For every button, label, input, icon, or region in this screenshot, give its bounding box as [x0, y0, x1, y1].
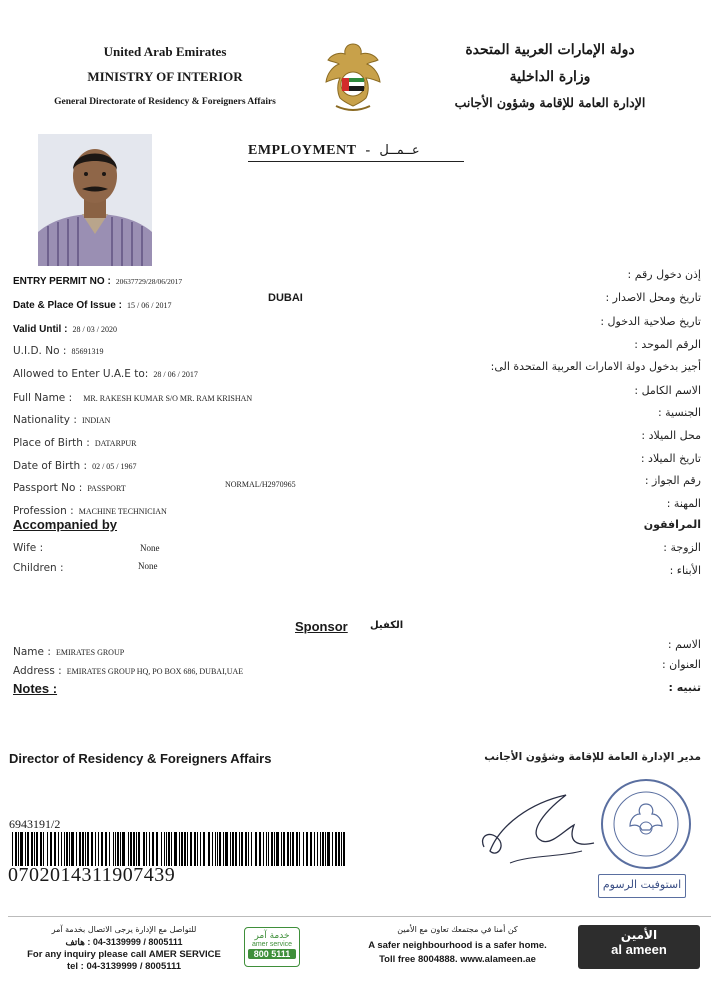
- barcode-number: 0702014311907439: [8, 864, 176, 886]
- barcode-bar: [34, 832, 35, 866]
- barcode-bar: [296, 832, 298, 866]
- uid-value: 85691319: [71, 347, 104, 356]
- barcode-bar: [335, 832, 337, 866]
- barcode-bar: [274, 832, 275, 866]
- barcode-bar: [208, 832, 210, 866]
- sponsor-address-label: Address :: [13, 665, 62, 677]
- footer-mid-en-line2: Toll free 8004888. www.alameen.ae: [379, 954, 536, 965]
- barcode-bar: [66, 832, 68, 866]
- barcode-bar: [76, 832, 77, 866]
- barcode-bar: [27, 832, 29, 866]
- amer-logo-en: amer service: [251, 941, 293, 948]
- wife-label: Wife :: [13, 542, 44, 554]
- date-of-birth-label: Date of Birth :: [13, 460, 87, 472]
- notes-label: Notes :: [13, 681, 58, 696]
- barcode-bar: [248, 832, 249, 866]
- valid-until-value: 28 / 03 / 2020: [72, 325, 117, 334]
- barcode-bar: [317, 832, 318, 866]
- barcode-bar: [31, 832, 33, 866]
- footer-left-en-line2: tel : 04-3139999 / 8005111: [66, 961, 182, 972]
- alameen-logo-en: al ameen: [611, 942, 667, 957]
- barcode-bar: [115, 832, 116, 866]
- footer-divider: [8, 916, 711, 917]
- barcode: [10, 832, 348, 866]
- fees-paid-stamp: استوفيت الرسوم: [598, 874, 686, 898]
- barcode-bar: [271, 832, 273, 866]
- place-of-birth-label: Place of Birth :: [13, 437, 90, 449]
- barcode-bar: [181, 832, 183, 866]
- barcode-bar: [194, 832, 196, 866]
- document-title: EMPLOYMENT: [248, 143, 357, 158]
- issue-row: [13, 293, 171, 312]
- barcode-bar: [212, 832, 213, 866]
- amer-logo-ar: خدمة آمر: [254, 931, 290, 941]
- ministry-seal-stamp: [600, 778, 692, 870]
- barcode-bar: [174, 832, 177, 866]
- barcode-bar: [130, 832, 132, 866]
- barcode-bar: [303, 832, 304, 866]
- barcode-bar: [168, 832, 170, 866]
- date-of-birth-row: [13, 454, 137, 473]
- barcode-bar: [152, 832, 154, 866]
- amer-logo-number: 800 5111: [248, 949, 296, 959]
- footer-mid-ar: كن أمنا في مجتمعك تعاون مع الأمين: [397, 925, 518, 934]
- place-of-birth-label-ar: محل الميلاد :: [641, 429, 701, 442]
- allowed-value: 28 / 06 / 2017: [153, 370, 198, 379]
- director-signature: [470, 785, 610, 875]
- barcode-bar: [343, 832, 345, 866]
- barcode-bar: [50, 832, 52, 866]
- barcode-bar: [290, 832, 291, 866]
- barcode-bar: [190, 832, 192, 866]
- children-label-ar: الأبناء :: [669, 564, 701, 577]
- barcode-bar: [230, 832, 231, 866]
- passport-label-ar: رقم الجواز :: [644, 474, 701, 487]
- allowed-label-ar: أجيز بدخول دولة الامارات العربية المتحدة الى:: [490, 360, 701, 373]
- full-name-label-ar: الاسم الكامل :: [634, 384, 701, 397]
- uid-label: U.I.D. No :: [13, 345, 67, 357]
- sponsor-name-label: Name :: [13, 646, 51, 658]
- barcode-bar: [217, 832, 218, 866]
- barcode-bar: [219, 832, 221, 866]
- barcode-bar: [20, 832, 23, 866]
- nationality-label-ar: الجنسية :: [657, 406, 701, 419]
- header-ar-directorate: الإدارة العامة للإقامة وشؤون الأجانب: [454, 95, 646, 110]
- barcode-bar: [71, 832, 74, 866]
- valid-until-label: Valid Until :: [13, 324, 68, 335]
- barcode-bar: [223, 832, 224, 866]
- allowed-row: [13, 362, 198, 381]
- barcode-bar: [136, 832, 137, 866]
- wife-label-ar: الزوجة :: [663, 541, 701, 554]
- barcode-bar: [15, 832, 17, 866]
- barcode-bar: [299, 832, 300, 866]
- barcode-bar: [197, 832, 198, 866]
- footer-mid-en-line1: A safer neighbourhood is a safer home.: [368, 940, 547, 951]
- accompanied-heading: Accompanied by: [13, 517, 118, 532]
- barcode-bar: [283, 832, 285, 866]
- barcode-bar: [109, 832, 110, 866]
- barcode-bar: [320, 832, 321, 866]
- barcode-bar: [58, 832, 59, 866]
- full-name-row: [13, 386, 252, 405]
- wife-value: None: [140, 543, 160, 553]
- footer-left-en-line1: For any inquiry please call AMER SERVICE: [27, 949, 221, 960]
- accompanied-heading-ar: المرافقون: [643, 518, 701, 531]
- barcode-bar: [259, 832, 261, 866]
- barcode-bar: [276, 832, 279, 866]
- allowed-label: Allowed to Enter U.A.E to:: [13, 368, 149, 380]
- barcode-bar: [325, 832, 326, 866]
- barcode-bar: [327, 832, 330, 866]
- sponsor-heading: Sponsor: [295, 619, 348, 634]
- barcode-bar: [25, 832, 26, 866]
- barcode-bar: [179, 832, 180, 866]
- barcode-bar: [85, 832, 86, 866]
- notes-label-ar: تنبيه :: [668, 681, 701, 694]
- barcode-bar: [54, 832, 56, 866]
- entry-permit-label-ar: إذن دخول رقم :: [627, 268, 701, 281]
- barcode-bar: [91, 832, 93, 866]
- uid-row: [13, 339, 103, 358]
- date-of-birth-value: 02 / 05 / 1967: [92, 462, 137, 471]
- sponsor-name-label-ar: الاسم :: [667, 638, 701, 651]
- barcode-bar: [18, 832, 19, 866]
- barcode-bar: [322, 832, 324, 866]
- full-name-value: MR. RAKESH KUMAR S/O MR. RAM KRISHAN: [83, 394, 253, 403]
- barcode-bar: [98, 832, 99, 866]
- entry-permit-row: [13, 269, 182, 288]
- barcode-bar: [143, 832, 145, 866]
- sponsor-name-row: [13, 640, 124, 659]
- barcode-bar: [235, 832, 237, 866]
- header-en-ministry: MINISTRY OF INTERIOR: [87, 69, 243, 84]
- barcode-bar: [332, 832, 333, 866]
- barcode-bar: [225, 832, 228, 866]
- children-label: Children :: [13, 562, 64, 574]
- barcode-bar: [200, 832, 201, 866]
- barcode-bar: [239, 832, 240, 866]
- alameen-logo-ar: الأمين: [620, 928, 658, 942]
- barcode-bar: [166, 832, 167, 866]
- place-of-birth-value: DATARPUR: [94, 439, 137, 448]
- date-of-birth-label-ar: تاريخ الميلاد :: [640, 452, 701, 465]
- barcode-bar: [341, 832, 342, 866]
- entry-permit-value: 20637729/28/06/2017: [115, 277, 183, 286]
- sponsor-heading-ar: الكفيل: [370, 620, 404, 631]
- barcode-bar: [266, 832, 267, 866]
- barcode-bar: [306, 832, 308, 866]
- header-ar-country: دولة الإمارات العربية المتحدة: [465, 42, 635, 58]
- barcode-bar: [61, 832, 62, 866]
- barcode-bar: [287, 832, 289, 866]
- barcode-bar: [255, 832, 257, 866]
- barcode-bar: [122, 832, 125, 866]
- header-en-directorate: General Directorate of Residency & Foreigners Affairs: [54, 97, 276, 107]
- uae-emblem-icon: [322, 40, 384, 116]
- barcode-bar: [171, 832, 172, 866]
- passport-label: Passport No :: [13, 482, 83, 494]
- profession-row: [13, 499, 167, 518]
- document-title-row: [248, 139, 464, 162]
- uid-label-ar: الرقم الموحد :: [634, 338, 701, 351]
- barcode-bar: [164, 832, 165, 866]
- entry-permit-label: ENTRY PERMIT NO :: [13, 276, 111, 287]
- sponsor-address-label-ar: العنوان :: [661, 658, 701, 671]
- barcode-bar: [120, 832, 121, 866]
- barcode-bar: [82, 832, 84, 866]
- holder-photo: [38, 134, 152, 266]
- sponsor-address-row: [13, 659, 243, 678]
- barcode-bar: [245, 832, 247, 866]
- barcode-bar: [292, 832, 294, 866]
- barcode-bar: [43, 832, 44, 866]
- barcode-bar: [232, 832, 234, 866]
- barcode-bar: [79, 832, 81, 866]
- barcode-bar: [87, 832, 89, 866]
- issue-label: Date & Place Of Issue :: [13, 300, 122, 311]
- issue-place-value: DUBAI: [268, 292, 303, 304]
- barcode-bar: [281, 832, 282, 866]
- footer-left-ar-line2: 8005111 / 04-3139999 : هاتف: [65, 937, 183, 947]
- document-title-separator: -: [365, 143, 371, 158]
- director-title-ar: مدير الإدارة العامة للإقامة وشؤون الأجانب: [484, 751, 701, 763]
- barcode-bar: [184, 832, 186, 866]
- header-en-country: United Arab Emirates: [103, 44, 227, 59]
- barcode-bar: [215, 832, 216, 866]
- barcode-bar: [128, 832, 129, 866]
- issue-label-ar: تاريخ ومحل الاصدار :: [605, 291, 701, 304]
- profession-label: Profession :: [13, 505, 74, 517]
- barcode-bar: [156, 832, 158, 866]
- barcode-bar: [338, 832, 340, 866]
- issue-date-value: 15 / 06 / 2017: [127, 301, 172, 310]
- barcode-bar: [113, 832, 114, 866]
- barcode-bar: [133, 832, 135, 866]
- passport-row: [13, 476, 126, 495]
- passport-number-value: NORMAL/H2970965: [225, 480, 296, 489]
- director-title-en: Director of Residency & Foreigners Affairs: [9, 751, 272, 766]
- barcode-bar: [203, 832, 205, 866]
- barcode-bar: [117, 832, 119, 866]
- sponsor-address-value: EMIRATES GROUP HQ, PO BOX 686, DUBAI,UAE: [66, 667, 244, 676]
- barcode-bar: [138, 832, 140, 866]
- barcode-bar: [40, 832, 42, 866]
- barcode-bar: [314, 832, 315, 866]
- barcode-bar: [105, 832, 107, 866]
- barcode-bar: [161, 832, 162, 866]
- barcode-bar: [310, 832, 312, 866]
- barcode-bar: [69, 832, 70, 866]
- barcode-bar: [241, 832, 243, 866]
- full-name-label: Full Name :: [13, 392, 73, 404]
- profession-value: MACHINE TECHNICIAN: [78, 507, 167, 516]
- place-of-birth-row: [13, 431, 136, 450]
- profession-label-ar: المهنة :: [666, 497, 701, 510]
- barcode-top-text: 6943191/2: [9, 817, 61, 831]
- barcode-bar: [101, 832, 103, 866]
- barcode-bar: [64, 832, 65, 866]
- barcode-bar: [12, 832, 13, 866]
- nationality-row: [13, 408, 110, 427]
- header-ar-ministry: وزارة الداخلية: [509, 69, 591, 85]
- barcode-bar: [146, 832, 147, 866]
- document-title-ar: عــمــل: [379, 143, 420, 158]
- nationality-label: Nationality :: [13, 414, 77, 426]
- sponsor-name-value: EMIRATES GROUP: [55, 648, 125, 657]
- alameen-logo: [578, 925, 700, 969]
- barcode-bar: [251, 832, 252, 866]
- barcode-bar: [95, 832, 96, 866]
- barcode-bar: [187, 832, 188, 866]
- barcode-bar: [268, 832, 269, 866]
- barcode-bar: [36, 832, 38, 866]
- nationality-value: INDIAN: [81, 416, 111, 425]
- amer-service-logo: [244, 927, 300, 967]
- barcode-bar: [149, 832, 150, 866]
- valid-until-label-ar: تاريخ صلاحية الدخول :: [600, 315, 701, 328]
- barcode-bar: [47, 832, 48, 866]
- footer-left-ar-line1: للتواصل مع الإدارة يرجى الاتصال بخدمة آمر: [51, 925, 197, 934]
- children-value: None: [138, 561, 158, 571]
- valid-until-row: [13, 317, 117, 336]
- passport-type-value: PASSPORT: [87, 484, 126, 493]
- barcode-bar: [263, 832, 264, 866]
